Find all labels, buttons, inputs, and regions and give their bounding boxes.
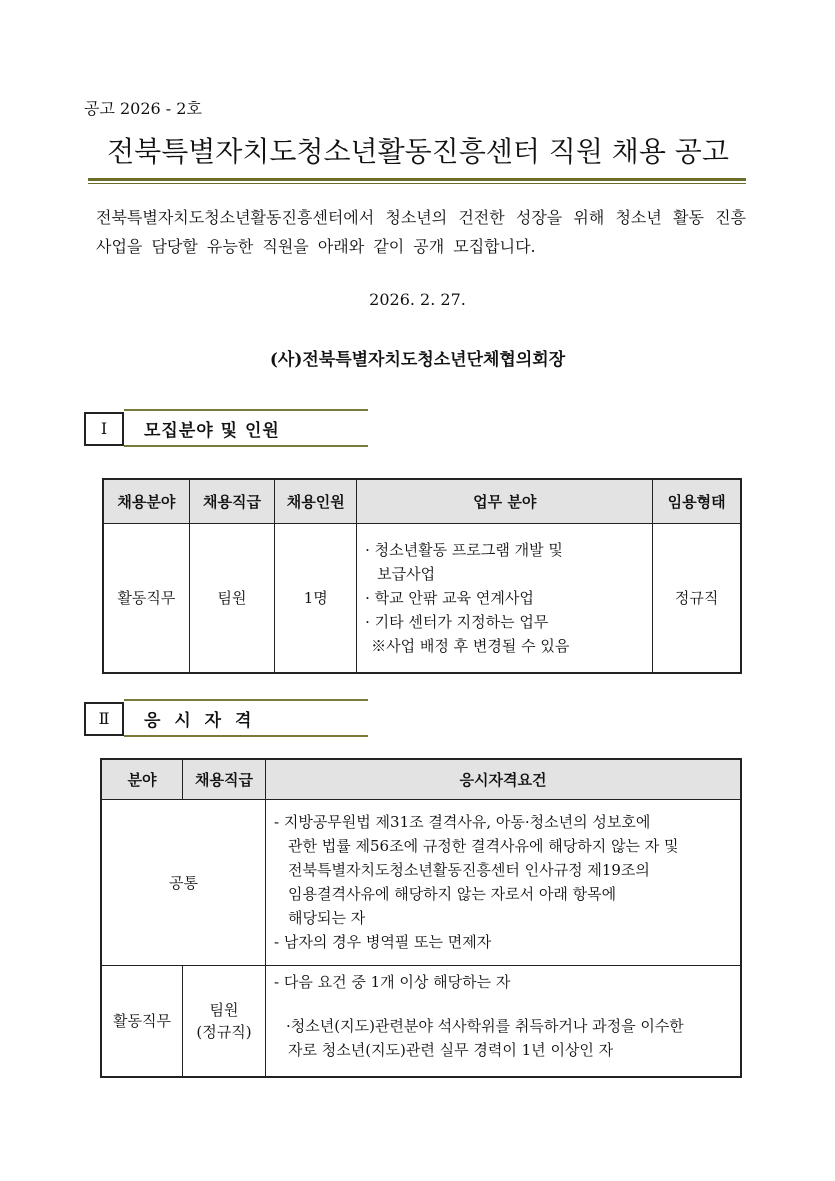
section1-rule-bottom <box>124 445 368 447</box>
notice-number: 공고 2026 - 2호 <box>84 99 202 118</box>
header-type: 임용형태 <box>653 479 741 523</box>
header-requirements: 응시자격요건 <box>266 759 742 799</box>
header-count: 채용인원 <box>275 479 357 523</box>
requirement-line: 전북특별자치도청소년활동진흥센터 인사규정 제19조의 <box>288 861 650 879</box>
cell-count: 1명 <box>275 523 357 673</box>
cell-activity-rank <box>183 965 266 1077</box>
requirement-line: ·청소년(지도)관련분야 석사학위를 취득하거나 과정을 이수한 <box>286 1016 684 1035</box>
requirement-line: 자로 청소년(지도)관련 실무 경력이 1년 이상인 자 <box>288 1040 614 1059</box>
duty-line: · 기타 센터가 지정하는 업무 <box>365 612 549 631</box>
page-title: 전북특별자치도청소년활동진흥센터 직원 채용 공고 <box>107 135 729 168</box>
cell-rank: 팀원 <box>189 523 275 673</box>
header-rank: 채용직급 <box>189 479 275 523</box>
section2-number-box: Ⅱ <box>84 702 124 736</box>
section2-title: 응 시 자 격 <box>144 711 256 731</box>
duty-line: 보급사업 <box>377 564 436 583</box>
requirement-line: - 남자의 경우 병역필 또는 면제자 <box>274 933 492 951</box>
intro-paragraph: 전북특별자치도청소년활동진흥센터에서 청소년의 건전한 성장을 위해 청소년 활동 진흥 사업을 담당할 유능한 직원을 아래와 같이 공개 모집합니다. <box>96 208 746 256</box>
rank-line: 팀원 <box>209 1000 239 1019</box>
requirement-line: 해당되는 자 <box>288 909 366 927</box>
section2-rule-bottom <box>124 735 368 737</box>
section2-rule-top <box>124 699 368 701</box>
notice-date: 2026. 2. 27. <box>369 290 466 309</box>
header-duties: 업무 분야 <box>357 479 653 523</box>
cell-field: 활동직무 <box>103 523 189 673</box>
header-rank: 채용직급 <box>183 759 266 799</box>
cell-type: 정규직 <box>653 523 741 673</box>
header-field: 채용분야 <box>103 479 189 523</box>
cell-activity-requirements <box>266 965 742 1077</box>
title-divider-thin <box>88 183 746 184</box>
duty-line: · 청소년활동 프로그램 개발 및 <box>365 540 563 559</box>
requirement-line: - 다음 요건 중 1개 이상 해당하는 자 <box>274 972 511 991</box>
section1-number-box: I <box>84 412 124 446</box>
title-divider <box>88 178 746 181</box>
header-area: 분야 <box>101 759 183 799</box>
cell-duties <box>357 523 653 673</box>
qualification-table <box>100 758 742 1078</box>
requirement-line: 관한 법률 제56조에 규정한 결격사유에 해당하지 않는 자 및 <box>288 837 679 855</box>
requirement-line: - 지방공무원법 제31조 결격사유, 아동·청소년의 성보호에 <box>274 813 651 831</box>
section1-rule-top <box>124 409 368 411</box>
cell-common: 공통 <box>101 799 266 965</box>
cell-common-requirements <box>266 799 742 965</box>
spacer <box>274 994 734 1014</box>
recruitment-table <box>102 478 742 674</box>
rank-type: (정규직) <box>196 1022 252 1041</box>
cell-activity-field: 활동직무 <box>101 965 183 1077</box>
section1-title: 모집분야 및 인원 <box>144 421 280 441</box>
duty-line: · 학교 안팎 교육 연계사업 <box>365 588 534 607</box>
organization-name: (사)전북특별자치도청소년단체협의회장 <box>269 350 566 370</box>
duty-note: ※사업 배정 후 변경될 수 있음 <box>371 636 570 655</box>
requirement-line: 임용결격사유에 해당하지 않는 자로서 아래 항목에 <box>288 885 617 903</box>
